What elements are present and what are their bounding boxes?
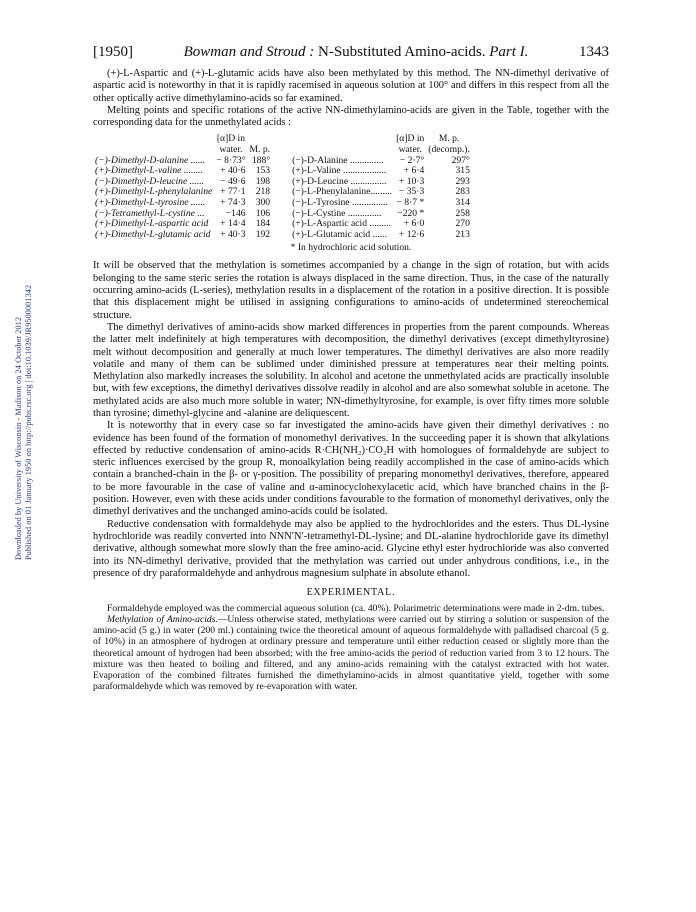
col-head-right-mp: M. p. (decomp.). bbox=[428, 133, 470, 156]
paragraph-table-intro: Melting points and specific rotations of the active NN-dimethylamino-acids are given in the Table, together with the corresponding data for the unmethylated acids : bbox=[93, 104, 609, 129]
right-rotation: − 2·7° bbox=[399, 154, 425, 166]
rotation-table bbox=[93, 134, 472, 240]
publication-notice: Published on 01 January 1950 on http://pubs.rsc.org | doi:10.1039/JR9500001342 bbox=[24, 284, 33, 560]
right-melting-point: 315 bbox=[455, 165, 470, 177]
experimental-paragraph-1: Formaldehyde employed was the commercial aqueous solution (ca. 40%). Polarimetric determinations were made in 2-dm. tubes. bbox=[107, 603, 605, 615]
left-compound-name: (+)-Dimethyl-L-tyrosine ...... bbox=[95, 197, 206, 209]
right-rotation: − 8·7 * bbox=[396, 197, 425, 209]
table-footnote: * In hydrochloric acid solution. bbox=[290, 242, 412, 254]
left-melting-point: 106 bbox=[255, 207, 271, 219]
right-compound-name: (+)-L-Aspartic acid ......... bbox=[292, 218, 391, 230]
header-part: Part I. bbox=[489, 44, 529, 60]
left-melting-point: 188° bbox=[251, 154, 271, 166]
download-watermark bbox=[14, 200, 32, 560]
left-rotation: + 40·3 bbox=[220, 228, 246, 240]
page-number: 1343 bbox=[579, 44, 609, 60]
paragraph-monomethyl: It is noteworthy that in every case so far investigated the amino-acids have given their dimethyl derivatives : no evidence has been found of the formation of monomethyl derivatives. In the succeeding paper it is shown that alkylations effected by reductive condensation of amino-acids R·CH(NH₂)·CO₂H with homologues of formaldehyde are subject to steric influences exercised by the group R, monoalkylation being readily accomplished in the case of amino-acids which contain a branched-chain in the β- or γ-position. The possibility of preparing monomethyl derivatives, therefore, appeared to be more favourable in the case of valine and α-aminocyclohexylacetic acid, which have branched chains in the β-position. However, even with these acids under conditions favourable to the formation of monomethyl derivatives, only the dimethyl derivatives and the unchanged amino-acids could be isolated. bbox=[93, 420, 609, 518]
left-rotation: − 8·73° bbox=[216, 154, 246, 166]
left-compound-name: (−)-Dimethyl-D-alanine ...... bbox=[95, 154, 206, 166]
right-compound-name: (+)-D-Leucine ............... bbox=[292, 175, 387, 187]
right-compound-name: (−)-D-Alanine .............. bbox=[292, 154, 384, 166]
running-header bbox=[93, 44, 609, 61]
right-melting-point: 258 bbox=[455, 207, 470, 219]
right-compound-name: (−)-L-Tyrosine ............... bbox=[292, 197, 388, 209]
paragraph-reductive: Reductive condensation with formaldehyde may also be applied to the hydrochlorides and the esters. Thus DL-lysine hydrochloride was readily converted into NNN′N′-tetramethyl-DL-lysine; and DL-alanine hydrochloride gave its dimethyl derivative, although somewhat more slowly than the free amino-acid. Glycine ethyl ester hydrochloride was also converted into its NN-dimethyl derivative, provided that the methylation was carried out under anhydrous conditions, i.e., in the presence of dry paraformaldehyde and anhydrous magnesium sulphate in absolute ethanol. bbox=[93, 518, 609, 579]
left-melting-point: 153 bbox=[255, 165, 271, 177]
left-melting-point: 300 bbox=[255, 197, 271, 209]
methylation-subheading: Methylation of Amino-acids. bbox=[107, 614, 218, 626]
left-compound-name: (−)-Dimethyl-D-leucine ...... bbox=[95, 175, 205, 187]
col-head-right-rotation: [α]D in water. bbox=[396, 133, 425, 156]
header-authors: Bowman and Stroud : bbox=[183, 44, 315, 60]
experimental-paragraph-2 bbox=[93, 614, 609, 692]
left-rotation: −146 bbox=[225, 207, 246, 219]
right-rotation: −220 * bbox=[397, 207, 425, 219]
right-compound-name: (+)-L-Glutamic acid ...... bbox=[292, 228, 387, 240]
left-rotation: + 40·6 bbox=[220, 165, 246, 177]
right-melting-point: 270 bbox=[455, 218, 470, 230]
left-compound-name: (+)-Dimethyl-L-valine ........ bbox=[95, 165, 203, 177]
header-topic: N-Substituted Amino-acids. bbox=[318, 44, 486, 60]
left-melting-point: 198 bbox=[255, 175, 271, 187]
paragraph-aspartic: (+)-L-Aspartic and (+)-L-glutamic acids have also been methylated by this method. The NN-dimethyl derivative of aspartic acid is noteworthy in that it is rapidly racemised in aqueous solution at 100° and differs in this respect from all the other optically active dimethylamino-acids so far examined. bbox=[93, 68, 609, 104]
paragraph-properties: The dimethyl derivatives of amino-acids show marked differences in properties from the parent compounds. Whereas the latter melt indefinitely at high temperatures with decomposition, the dimethyl derivatives (except dimethyltyrosine) melt without decomposition and generally at much lower temperatures. The dimethyl derivatives are also more readily volatile and many of them can be sublimed under diminished pressure at temperatures near their melting points. Methylation also markedly increases the solubility. In alcohol and acetone the unmethylated acids are practically insoluble but, with few exceptions, the dimethyl derivatives dissolve readily in alcohol and are also somewhat soluble in acetone. The methylated acids are also much more soluble in water; NN-dimethyltyrosine, for example, is over fifty times more soluble than tyrosine; dimethyl-glycine and -alanine are deliquescent. bbox=[93, 321, 609, 419]
col-head-left-rotation: [α]D in water. bbox=[216, 133, 246, 156]
right-melting-point: 314 bbox=[455, 197, 470, 209]
right-rotation: + 12·6 bbox=[398, 228, 425, 240]
right-rotation: + 10·3 bbox=[398, 175, 425, 187]
methylation-text: —Unless otherwise stated, methylations were carried out by stirring a solution or suspension of the amino-acid (5 g.) in water (200 ml.) containing twice the theoretical amount of aqueous formaldehyde with palladised charcoal (5 g. of 10%) in an atmosphere of hydrogen at ordinary pressure and temperature until either reduction ceased or slightly more than the theoretical amount of hydrogen had been absorbed; with the free amino-acids the period of reduction varied from 3 to 12 hours. The mixture was then heated to boiling and filtered, and any amino-acids remaining with the catalyst extracted with hot water. Evaporation of the combined filtrates furnished the dimethylamino-acids in almost quantitative yield, together with some paraformaldehyde which was removed by re-evaporation with water. bbox=[93, 614, 609, 692]
left-melting-point: 192 bbox=[255, 228, 271, 240]
experimental-heading: EXPERIMENTAL. bbox=[306, 587, 396, 599]
right-melting-point: 213 bbox=[455, 228, 470, 240]
table-header-row bbox=[93, 134, 472, 155]
right-melting-point: 283 bbox=[455, 186, 470, 198]
left-compound-name: (+)-Dimethyl-L-glutamic acid bbox=[95, 228, 211, 240]
paragraph-rotation: It will be observed that the methylation is sometimes accompanied by a change in the sign of rotation, but with acids belonging to the same steric series the rotation is always displaced in the same direction. Thus, in the case of the naturally occurring amino-acids (L-series), methylation results in a displacement of the rotation in a positive direction. It is possible that this displacement might be utilised in assigning configurations to amino-acids of undetermined stereochemical structure. bbox=[93, 260, 609, 321]
right-compound-name: (+)-L-Valine .................. bbox=[292, 165, 387, 177]
header-year: [1950] bbox=[93, 44, 133, 60]
journal-page bbox=[93, 44, 609, 692]
left-rotation: − 49·6 bbox=[220, 175, 246, 187]
right-compound-name: (−)-L-Cystine .............. bbox=[292, 207, 382, 219]
left-melting-point: 218 bbox=[255, 186, 271, 198]
right-rotation: + 6·0 bbox=[403, 218, 425, 230]
right-rotation: − 35·3 bbox=[398, 186, 425, 198]
left-rotation: + 74·3 bbox=[220, 197, 246, 209]
header-title bbox=[184, 44, 529, 61]
left-rotation: + 77·1 bbox=[220, 186, 246, 198]
left-compound-name: (+)-Dimethyl-L-aspartic acid bbox=[95, 218, 209, 230]
right-melting-point: 297° bbox=[451, 154, 470, 166]
right-melting-point: 293 bbox=[455, 175, 470, 187]
left-compound-name: (+)-Dimethyl-L-phenylalanine bbox=[95, 186, 213, 198]
left-melting-point: 184 bbox=[255, 218, 271, 230]
col-head-left-mp: M. p. bbox=[249, 144, 271, 156]
left-compound-name: (−)-Tetramethyl-L-cystine ... bbox=[95, 207, 205, 219]
download-notice: Downloaded by University of Wisconsin - Madison on 24 October 2012 bbox=[14, 316, 23, 560]
right-rotation: + 6·4 bbox=[403, 165, 425, 177]
left-rotation: + 14·4 bbox=[220, 218, 246, 230]
right-compound-name: (−)-L-Phenylalanine......... bbox=[292, 186, 393, 198]
table-row bbox=[93, 230, 472, 241]
